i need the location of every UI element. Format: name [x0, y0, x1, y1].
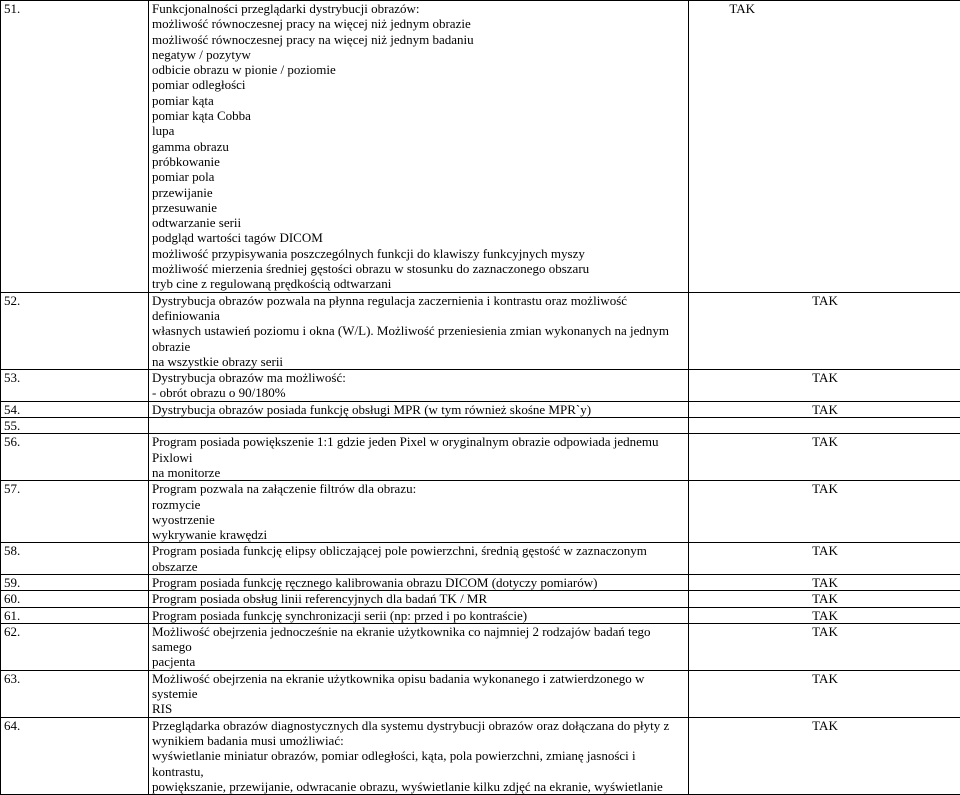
description-line: Dystrybucja obrazów ma możliwość: — [152, 370, 686, 385]
description-line: pomiar kąta Cobba — [152, 108, 686, 123]
description-line: pomiar odległości — [152, 77, 686, 92]
table-row — [1, 370, 960, 402]
description-line — [152, 418, 686, 433]
row-description — [149, 1, 689, 293]
description-line: wykrywanie krawędzi — [152, 527, 686, 542]
description-line: przewijanie — [152, 185, 686, 200]
description-line: możliwość równoczesnej pracy na więcej niż jednym badaniu — [152, 32, 686, 47]
description-line: Dystrybucja obrazów posiada funkcję obsługi MPR (w tym również skośne MPR`y) — [152, 402, 686, 417]
table-row — [1, 591, 960, 607]
description-line: Dystrybucja obrazów pozwala na płynna regulacja zaczernienia i kontrastu oraz możliwość definiowania — [152, 293, 686, 324]
row-value: TAK — [689, 434, 960, 481]
description-line: rozmycie — [152, 497, 686, 512]
description-line: na wszystkie obrazy serii — [152, 354, 686, 369]
row-number: 57. — [1, 481, 149, 543]
row-number: 53. — [1, 370, 149, 402]
row-description — [149, 591, 689, 607]
description-line: Możliwość obejrzenia jednocześnie na ekranie użytkownika co najmniej 2 rodzajów badań tego samego — [152, 624, 686, 655]
description-line: pomiar pola — [152, 169, 686, 184]
description-line: Funkcjonalności przeglądarki dystrybucji obrazów: — [152, 1, 686, 16]
row-number: 51. — [1, 1, 149, 293]
row-number: 54. — [1, 401, 149, 417]
description-line: możliwość mierzenia średniej gęstości obrazu w stosunku do zaznaczonego obszaru — [152, 261, 686, 276]
description-line: gamma obrazu — [152, 139, 686, 154]
description-line: odtwarzanie serii — [152, 215, 686, 230]
description-line: negatyw / pozytyw — [152, 47, 686, 62]
description-line: RIS — [152, 701, 686, 716]
row-description — [149, 370, 689, 402]
description-line: Program posiada funkcję synchronizacji serii (np: przed i po kontraście) — [152, 608, 686, 623]
row-value: TAK — [689, 1, 960, 293]
description-line: powiększanie, przewijanie, odwracanie obrazu, wyświetlanie kilku zdjęć na ekranie, wyświetlanie — [152, 779, 686, 794]
row-description — [149, 543, 689, 575]
description-line: odbicie obrazu w pionie / poziomie — [152, 62, 686, 77]
specification-rows — [1, 1, 960, 795]
row-description — [149, 292, 689, 369]
description-line: - obrót obrazu o 90/180% — [152, 385, 686, 400]
description-line: wyświetlanie miniatur obrazów, pomiar odległości, kąta, pola powierzchni, zmianę jasności i kontrastu, — [152, 748, 686, 779]
row-number: 60. — [1, 591, 149, 607]
row-description — [149, 623, 689, 670]
description-line: Program posiada obsług linii referencyjnych dla badań TK / MR — [152, 591, 686, 606]
description-line: pomiar kąta — [152, 93, 686, 108]
table-row — [1, 1, 960, 293]
table-row — [1, 292, 960, 369]
row-value — [689, 418, 960, 434]
description-line: możliwość równoczesnej pracy na więcej niż jednym obrazie — [152, 16, 686, 31]
row-value: TAK — [689, 543, 960, 575]
row-value: TAK — [689, 370, 960, 402]
row-value: TAK — [689, 607, 960, 623]
description-line: Możliwość obejrzenia na ekranie użytkownika opisu badania wykonanego i zatwierdzonego w systemie — [152, 671, 686, 702]
description-line: wynikiem badania musi umożliwiać: — [152, 733, 686, 748]
description-line: Program posiada powiększenie 1:1 gdzie jeden Pixel w oryginalnym obrazie odpowiada jednemu Pixlowi — [152, 434, 686, 465]
table-row — [1, 543, 960, 575]
description-line: Przeglądarka obrazów diagnostycznych dla systemu dystrybucji obrazów oraz dołączana do płyty z — [152, 718, 686, 733]
row-description — [149, 434, 689, 481]
row-description — [149, 717, 689, 794]
row-value: TAK — [689, 623, 960, 670]
row-number: 63. — [1, 670, 149, 717]
description-line: Program posiada funkcję elipsy obliczającej pole powierzchni, średnią gęstość w zaznaczonym obszarze — [152, 543, 686, 574]
description-line: wyostrzenie — [152, 512, 686, 527]
row-value: TAK — [689, 401, 960, 417]
row-description — [149, 670, 689, 717]
row-description — [149, 574, 689, 590]
description-line: podgląd wartości tagów DICOM — [152, 230, 686, 245]
row-description — [149, 607, 689, 623]
table-row — [1, 434, 960, 481]
description-line: Program posiada funkcję ręcznego kalibrowania obrazu DICOM (dotyczy pomiarów) — [152, 575, 686, 590]
row-number: 55. — [1, 418, 149, 434]
row-description — [149, 481, 689, 543]
table-row — [1, 418, 960, 434]
row-value: TAK — [689, 574, 960, 590]
row-number: 61. — [1, 607, 149, 623]
description-line: przesuwanie — [152, 200, 686, 215]
description-line: własnych ustawień poziomu i okna (W/L). Możliwość przeniesienia zmian wykonanych na jednym obrazie — [152, 323, 686, 354]
row-value: TAK — [689, 670, 960, 717]
row-number: 56. — [1, 434, 149, 481]
description-line: próbkowanie — [152, 154, 686, 169]
row-description — [149, 401, 689, 417]
row-value: TAK — [689, 717, 960, 794]
row-value: TAK — [689, 292, 960, 369]
table-row — [1, 670, 960, 717]
description-line: pacjenta — [152, 654, 686, 669]
table-row — [1, 607, 960, 623]
description-line: tryb cine z regulowaną prędkością odtwarzani — [152, 276, 686, 291]
description-line: na monitorze — [152, 465, 686, 480]
row-number: 59. — [1, 574, 149, 590]
row-description — [149, 418, 689, 434]
description-line: możliwość przypisywania poszczególnych funkcji do klawiszy funkcyjnych myszy — [152, 246, 686, 261]
table-row — [1, 574, 960, 590]
row-value: TAK — [689, 481, 960, 543]
row-number: 58. — [1, 543, 149, 575]
row-number: 62. — [1, 623, 149, 670]
description-line: lupa — [152, 123, 686, 138]
table-row — [1, 717, 960, 794]
row-number: 52. — [1, 292, 149, 369]
row-number: 64. — [1, 717, 149, 794]
table-row — [1, 481, 960, 543]
table-row — [1, 401, 960, 417]
table-row — [1, 623, 960, 670]
row-value: TAK — [689, 591, 960, 607]
description-line: Program pozwala na załączenie filtrów dla obrazu: — [152, 481, 686, 496]
